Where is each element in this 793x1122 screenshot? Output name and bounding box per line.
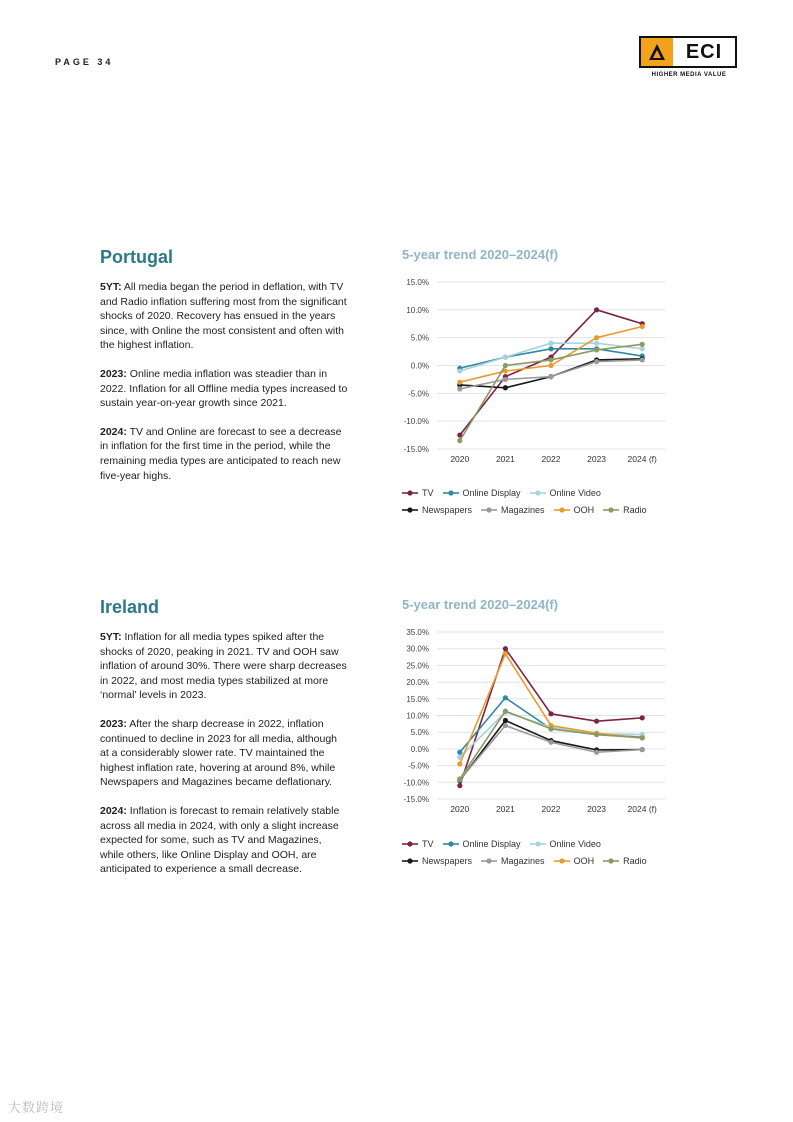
legend-row [402, 852, 702, 869]
legend-label: OOH [573, 855, 595, 866]
x-tick-label: 2020 [450, 454, 470, 464]
paragraph-2023: 2023: Online media inflation was steadier than in 2022. Inflation for all Offline media types increased to sustain year-on-year growth since 2021. [100, 367, 348, 410]
data-point-ooh [457, 380, 462, 385]
legend-marker-icon [443, 489, 459, 497]
data-point-magazines [548, 740, 553, 745]
legend-item [443, 488, 521, 498]
data-point-online-display [503, 695, 508, 700]
y-tick-label: 0.0% [410, 744, 429, 754]
data-point-radio [457, 776, 462, 781]
y-tick-label: 10.0% [406, 305, 429, 315]
legend-item [554, 505, 595, 515]
series-line-tv [460, 649, 642, 786]
legend-item [481, 505, 545, 515]
data-point-ooh [640, 324, 645, 329]
data-point-magazines [503, 377, 508, 382]
legend-item [530, 839, 601, 849]
data-point-tv [594, 307, 599, 312]
data-point-radio [640, 342, 645, 347]
paragraph-2024: 2024: Inflation is forecast to remain relatively stable across all media in 2024, with only a slight increase expected for some, such as TV and Magazines, while others, like Online Display and OOH, are anticipated to experience a small decrease. [100, 804, 340, 876]
x-tick-label: 2024 (f) [627, 804, 657, 814]
legend-label: Radio [623, 855, 647, 866]
section-body [100, 280, 348, 497]
paragraph-5yt: 5YT: All media began the period in deflation, with TV and Radio inflation suffering most from the significant shocks of 2020. Recovery has ensued in the years since, with Online the most consistent and often with the highest inflation. [100, 281, 347, 352]
data-point-online-video [594, 341, 599, 346]
legend-label: OOH [573, 504, 595, 515]
legend-marker-icon [530, 489, 546, 497]
chart-title: 5-year trend 2020–2024(f) [402, 597, 559, 612]
legend-label: Online Display [462, 838, 521, 849]
ireland-line-chart [395, 622, 685, 822]
legend-marker-icon [481, 506, 497, 514]
data-point-radio [548, 357, 553, 362]
data-point-ooh [503, 651, 508, 656]
data-point-ooh [457, 761, 462, 766]
legend-label: Online Video [549, 487, 601, 498]
legend-item [481, 856, 545, 866]
section-title: Portugal [100, 247, 174, 267]
x-tick-label: 2024 (f) [627, 454, 657, 464]
series-line-tv [460, 310, 642, 435]
legend-label: TV [422, 838, 434, 849]
y-tick-label: -15.0% [403, 795, 429, 804]
legend-marker-icon [402, 840, 418, 848]
chart-legend [402, 835, 702, 869]
legend-item [402, 488, 434, 498]
legend-marker-icon [603, 506, 619, 514]
legend-marker-icon [402, 489, 418, 497]
y-tick-label: 35.0% [406, 628, 429, 637]
data-point-radio [503, 363, 508, 368]
portugal-line-chart [395, 272, 685, 472]
paragraph-2023: 2023: After the sharp decrease in 2022, inflation continued to decline in 2023 for all media, although at a considerably slower rate. TV maintained the highest inflation rate, hovering at around 8%, while Newspapers and Magazines became deflationary. [100, 717, 337, 789]
legend-item [554, 856, 595, 866]
data-point-online-display [457, 750, 462, 755]
data-point-magazines [548, 374, 553, 379]
paragraph-5yt: 5YT: Inflation for all media types spiked after the shocks of 2020, peaking in 2021. TV and OOH saw inflation of around 30%. There were sharp decreases in 2022, and most media types stabilized at more ‘normal’ levels in 2023. [100, 631, 347, 702]
legend-item [402, 856, 472, 866]
legend-label: Online Video [549, 838, 601, 849]
legend-marker-icon [554, 857, 570, 865]
y-tick-label: 25.0% [406, 661, 429, 671]
data-point-tv [548, 711, 553, 716]
logo-tagline: HIGHER MEDIA VALUE [651, 72, 727, 78]
y-tick-label: 15.0% [406, 694, 429, 704]
x-tick-label: 2022 [541, 454, 561, 464]
data-point-online-video [457, 368, 462, 373]
x-tick-label: 2023 [587, 454, 607, 464]
legend-marker-icon [603, 857, 619, 865]
data-point-radio [548, 726, 553, 731]
x-tick-label: 2021 [495, 804, 515, 814]
legend-row [402, 484, 702, 501]
y-tick-label: -10.0% [403, 417, 429, 427]
data-point-ooh [594, 335, 599, 340]
data-point-newspapers [503, 718, 508, 723]
paragraph-2024: 2024: TV and Online are forecast to see a decrease in inflation for the first time in the period, while the remaining media types are anticipated to reach new five-year highs. [100, 425, 342, 482]
y-tick-label: 15.0% [406, 278, 429, 287]
data-point-online-video [548, 341, 553, 346]
data-point-radio [594, 347, 599, 352]
data-point-magazines [640, 357, 645, 362]
data-point-tv [594, 719, 599, 724]
legend-marker-icon [554, 506, 570, 514]
legend-marker-icon [402, 506, 418, 514]
y-tick-label: 5.0% [410, 728, 429, 738]
x-tick-label: 2021 [495, 454, 515, 464]
legend-item [603, 505, 647, 515]
data-point-online-video [503, 355, 508, 360]
y-tick-label: 30.0% [406, 644, 429, 654]
legend-marker-icon [481, 857, 497, 865]
legend-label: TV [422, 487, 434, 498]
legend-row [402, 835, 702, 852]
legend-item [402, 839, 434, 849]
legend-label: Magazines [501, 855, 545, 866]
page-label: PAGE 34 [55, 57, 114, 67]
data-point-online-display [548, 346, 553, 351]
legend-item [402, 505, 472, 515]
series-line-ooh [460, 327, 642, 383]
legend-label: Newspapers [422, 855, 473, 866]
data-point-radio [503, 709, 508, 714]
logo-triangle-icon [641, 38, 673, 66]
data-point-magazines [503, 723, 508, 728]
watermark: 大数跨境 [8, 1100, 65, 1115]
legend-row [402, 501, 702, 518]
legend-label: Radio [623, 504, 647, 515]
data-point-radio [457, 438, 462, 443]
legend-label: Newspapers [422, 504, 473, 515]
logo-text: ECI [685, 40, 723, 63]
y-tick-label: -15.0% [403, 445, 429, 454]
data-point-tv [457, 783, 462, 788]
y-tick-label: -5.0% [408, 389, 429, 399]
legend-label: Magazines [501, 504, 545, 515]
legend-label: Online Display [462, 487, 521, 498]
legend-item [603, 856, 647, 866]
x-tick-label: 2023 [587, 804, 607, 814]
legend-item [443, 839, 521, 849]
legend-marker-icon [530, 840, 546, 848]
y-tick-label: 0.0% [410, 361, 429, 371]
legend-item [530, 488, 601, 498]
data-point-ooh [548, 363, 553, 368]
y-tick-label: 10.0% [406, 711, 429, 721]
data-point-radio [594, 732, 599, 737]
legend-marker-icon [443, 840, 459, 848]
data-point-magazines [457, 386, 462, 391]
legend-marker-icon [402, 857, 418, 865]
data-point-tv [503, 646, 508, 651]
data-point-tv [640, 715, 645, 720]
data-point-newspapers [503, 385, 508, 390]
x-tick-label: 2020 [450, 804, 470, 814]
y-tick-label: 5.0% [410, 333, 429, 343]
chart-legend [402, 484, 702, 518]
data-point-magazines [594, 750, 599, 755]
section-body [100, 630, 348, 891]
x-tick-label: 2022 [541, 804, 561, 814]
y-tick-label: 20.0% [406, 678, 429, 688]
chart-title: 5-year trend 2020–2024(f) [402, 247, 559, 262]
y-tick-label: -10.0% [403, 778, 429, 788]
data-point-radio [640, 735, 645, 740]
section-title: Ireland [100, 597, 160, 617]
data-point-magazines [640, 747, 645, 752]
eci-logo [639, 36, 739, 78]
y-tick-label: -5.0% [408, 761, 429, 771]
data-point-online-video [640, 346, 645, 351]
data-point-magazines [594, 359, 599, 364]
